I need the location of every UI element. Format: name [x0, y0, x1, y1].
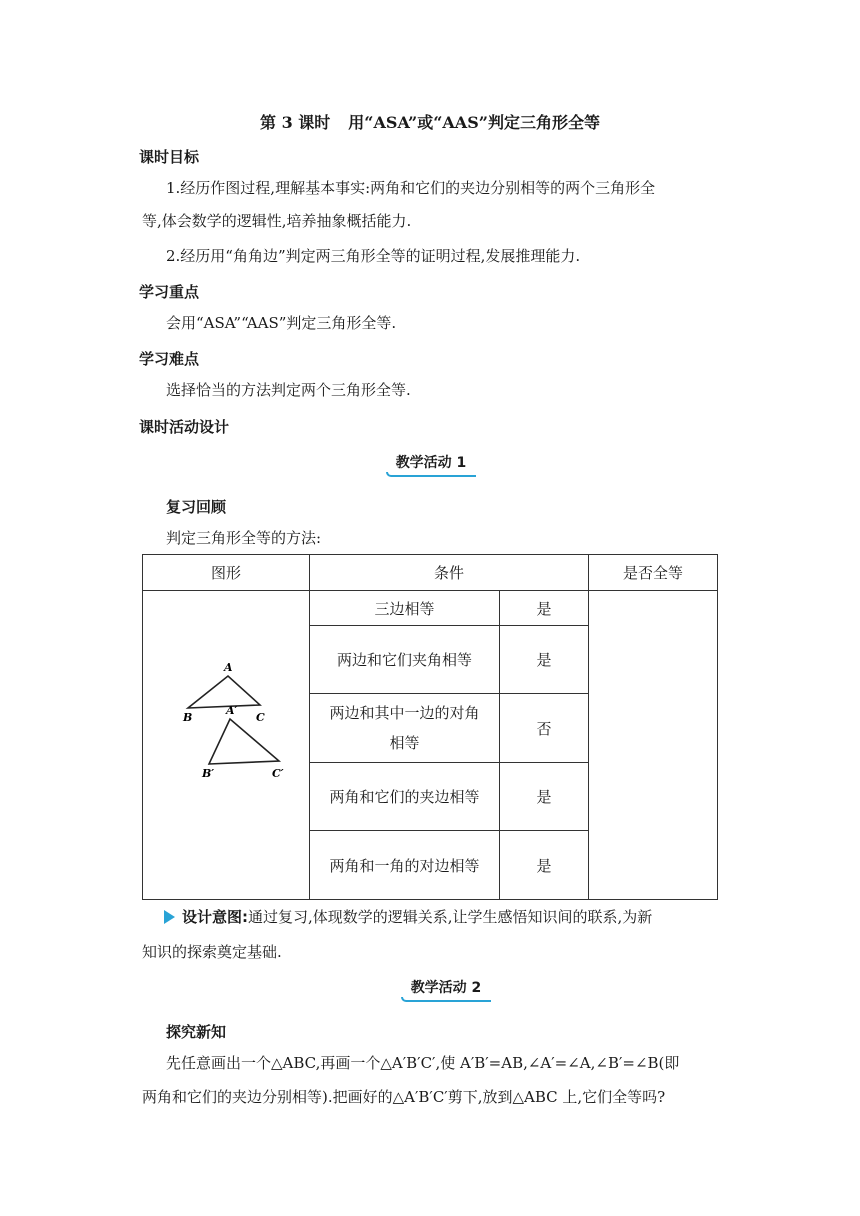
intent-label: 设计意图:	[182, 908, 248, 926]
key-points-heading: 学习重点	[139, 283, 200, 301]
label-c-prime: C′	[272, 767, 284, 780]
review-text: 判定三角形全等的方法:	[166, 529, 322, 547]
result-cell: 是	[500, 591, 589, 626]
lesson-title	[0, 110, 860, 133]
activity-1-badge	[386, 452, 476, 474]
empty-result-column	[589, 591, 718, 900]
intent-text: 通过复习,体现数学的逻辑关系,让学生感悟知识间的联系,为新	[248, 908, 653, 926]
activity-2-badge	[401, 977, 491, 999]
intent-line-1	[182, 901, 652, 934]
header-condition: 条件	[310, 555, 589, 591]
table-row	[143, 591, 718, 626]
condition-cell: 两角和一角的对边相等	[310, 831, 500, 900]
triangles-figure	[166, 653, 286, 833]
explore-line-1: 先任意画出一个△ABC,再画一个△A′B′C′,使 A′B′=AB,∠A′=∠A,∠B′=∠B(即	[166, 1054, 680, 1072]
difficulties-heading: 学习难点	[139, 350, 200, 368]
explore-heading: 探究新知	[166, 1023, 227, 1041]
review-heading: 复习回顾	[166, 498, 227, 516]
condition-cell	[310, 694, 500, 763]
result-cell: 是	[500, 763, 589, 831]
difficulties-text: 选择恰当的方法判定两个三角形全等.	[166, 381, 411, 399]
lesson-number: 第 3 课时	[260, 113, 331, 132]
label-a: A	[224, 661, 233, 674]
condition-cell: 两边和它们夹角相等	[310, 626, 500, 694]
result-cell: 是	[500, 626, 589, 694]
header-figure: 图形	[143, 555, 310, 591]
condition-line-2: 相等	[389, 734, 420, 752]
condition-cell: 两角和它们的夹边相等	[310, 763, 500, 831]
activity-2-underline	[401, 997, 491, 1002]
intent-line-2: 知识的探索奠定基础.	[142, 943, 282, 961]
key-points-text: 会用“ASA”“AAS”判定三角形全等.	[166, 314, 397, 332]
label-c: C	[256, 711, 265, 724]
explore-line-2: 两角和它们的夹边分别相等).把画好的△A′B′C′剪下,放到△ABC 上,它们全等吗?	[142, 1088, 666, 1106]
intent-arrow-icon	[164, 910, 175, 924]
objective-1-line2: 等,体会数学的逻辑性,培养抽象概括能力.	[142, 212, 412, 230]
activity-2-label: 教学活动 2	[410, 980, 482, 996]
label-b-prime: B′	[202, 767, 215, 780]
objective-1-line1: 1.经历作图过程,理解基本事实:两角和它们的夹边分别相等的两个三角形全	[166, 179, 656, 197]
table-header-row	[143, 555, 718, 591]
condition-line-1: 两边和其中一边的对角	[329, 704, 480, 722]
lesson-topic: 用“ASA”或“AAS”判定三角形全等	[348, 113, 600, 132]
activity-1-label: 教学活动 1	[395, 455, 467, 471]
activity-1-underline	[386, 472, 476, 477]
objectives-heading: 课时目标	[139, 148, 200, 166]
result-cell: 否	[500, 694, 589, 763]
congruence-table	[142, 554, 718, 900]
header-result: 是否全等	[589, 555, 718, 591]
design-heading: 课时活动设计	[139, 418, 230, 436]
label-b: B	[183, 711, 193, 724]
condition-cell: 三边相等	[310, 591, 500, 626]
triangle-a2b2c2	[209, 719, 279, 764]
result-cell: 是	[500, 831, 589, 900]
label-a-prime: A′	[226, 704, 238, 717]
triangle-abc	[188, 676, 260, 708]
objective-2: 2.经历用“角角边”判定两三角形全等的证明过程,发展推理能力.	[166, 247, 581, 265]
figure-cell	[143, 591, 310, 900]
